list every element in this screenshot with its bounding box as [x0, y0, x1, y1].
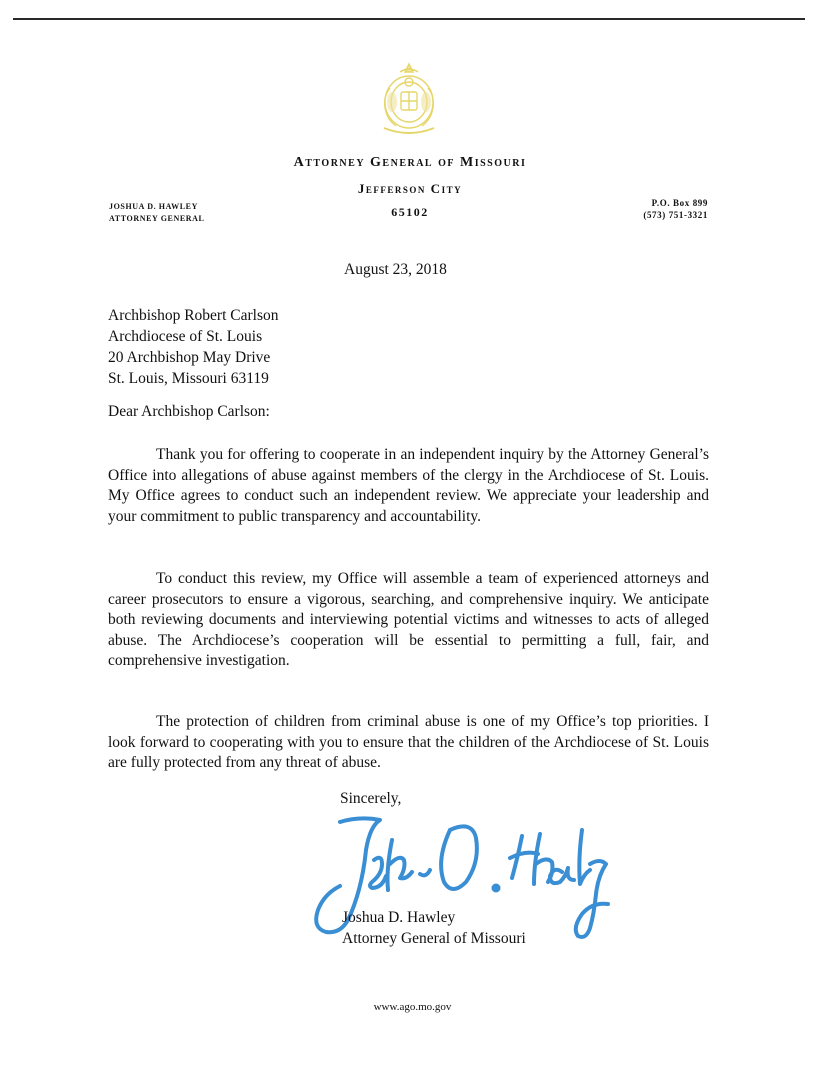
signer-title: Attorney General of Missouri: [342, 930, 526, 947]
letterhead-title: ATTORNEY GENERAL: [109, 214, 205, 223]
letterhead-office: Attorney General of Missouri: [293, 155, 527, 170]
letterhead-name: JOSHUA D. HAWLEY: [109, 202, 198, 211]
recipient-line: Archdiocese of St. Louis: [108, 328, 263, 345]
letterhead-city: Jefferson City: [357, 181, 463, 196]
recipient-line: 20 Archbishop May Drive: [108, 349, 271, 366]
letterhead-right-block: [643, 197, 708, 221]
letterhead-phone: (573) 751-3321: [643, 210, 708, 220]
letterhead-po-box: P.O. Box 899: [651, 198, 708, 208]
body-paragraph: Thank you for offering to cooperate in an independent inquiry by the Attorney General’s Office into allegations of abuse against members of the clergy in the Archdiocese of St. Louis. My Office agrees to conduct such an independent review. We appreciate your leadership and your commitment to public transparency and accountability.: [108, 446, 709, 525]
body-paragraph: The protection of children from criminal abuse is one of my Office’s top priorities. I look forward to cooperating with you to ensure that the children of the Archdiocese of St. Louis are fully protected from any threat of abuse.: [108, 713, 709, 771]
letterhead-left-block: [109, 201, 204, 225]
letterhead-zip: 65102: [391, 205, 429, 219]
salutation: Dear Archbishop Carlson:: [108, 403, 270, 420]
top-rule: [13, 18, 805, 20]
closing: Sincerely,: [340, 790, 402, 807]
body-paragraph: To conduct this review, my Office will assemble a team of experienced attorneys and career prosecutors to ensure a vigorous, searching, and comprehensive inquiry. We anticipate both reviewing documents and interviewing potential victims and witnesses to acts of alleged abuse. The Archdiocese’s cooperation will be essential to permitting a full, fair, and comprehensive investigation.: [108, 570, 709, 669]
state-seal-icon: [370, 58, 448, 138]
recipient-line: Archbishop Robert Carlson: [108, 307, 279, 324]
recipient-address: [108, 305, 278, 389]
recipient-line: St. Louis, Missouri 63119: [108, 370, 269, 387]
footer-website: www.ago.mo.gov: [373, 1001, 452, 1013]
signer-name: Joshua D. Hawley: [342, 909, 456, 926]
letter-date: August 23, 2018: [344, 261, 447, 278]
signer-block: [342, 907, 526, 949]
